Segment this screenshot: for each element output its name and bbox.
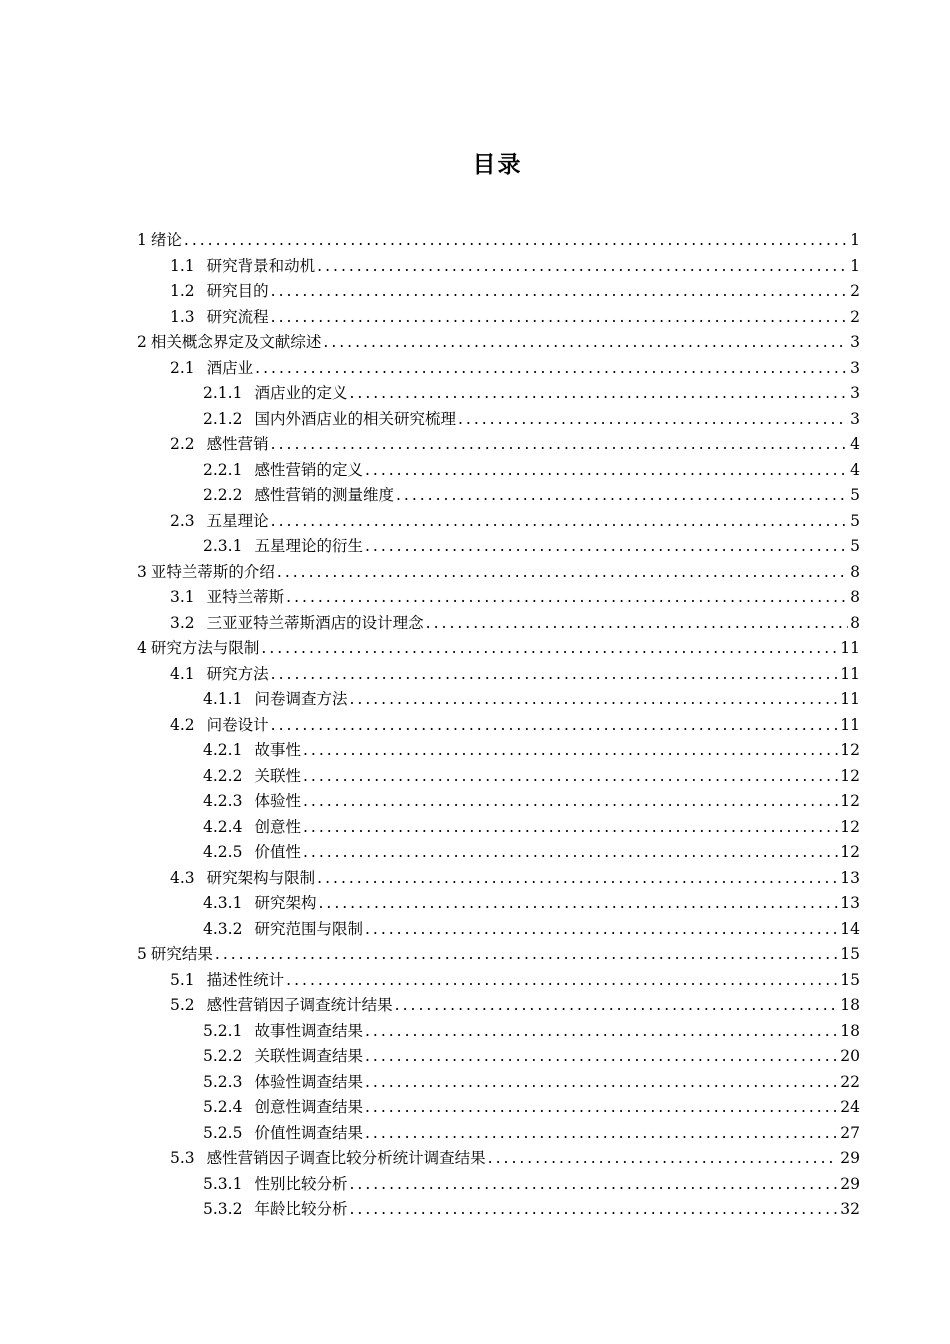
toc-page-number: 8 bbox=[850, 613, 860, 632]
toc-entry[interactable] bbox=[137, 356, 860, 382]
toc-entry[interactable] bbox=[137, 993, 860, 1019]
toc-dot-leader bbox=[303, 741, 838, 759]
toc-entry[interactable] bbox=[137, 1095, 860, 1121]
toc-page-number: 22 bbox=[840, 1072, 860, 1091]
toc-entry[interactable] bbox=[137, 840, 860, 866]
toc-entry-number: 2.3.1 bbox=[203, 537, 243, 555]
toc-entry-number: 2.2.2 bbox=[203, 486, 243, 504]
toc-entry-number: 1.1 bbox=[170, 256, 195, 275]
toc-entry[interactable] bbox=[137, 1121, 860, 1147]
toc-page-number: 12 bbox=[840, 792, 860, 810]
toc-dot-leader bbox=[271, 282, 848, 300]
toc-entry-number: 5.2.4 bbox=[203, 1098, 243, 1116]
toc-entry[interactable] bbox=[137, 866, 860, 892]
toc-page-number: 8 bbox=[850, 588, 860, 606]
toc-entry-number: 4.2 bbox=[170, 715, 195, 734]
toc-dot-leader bbox=[271, 512, 848, 530]
toc-page-number: 11 bbox=[840, 715, 860, 734]
toc-entry-number: 2.2.1 bbox=[203, 460, 243, 479]
toc-dot-leader bbox=[426, 614, 848, 632]
toc-entry-title: 感性营销因子调查统计结果 bbox=[206, 996, 393, 1014]
toc-entry[interactable] bbox=[137, 228, 860, 254]
toc-entry[interactable] bbox=[137, 636, 860, 662]
toc-entry-number: 4.2.5 bbox=[203, 843, 243, 861]
toc-entry-title: 故事性 bbox=[254, 741, 301, 759]
toc-entry[interactable] bbox=[137, 917, 860, 943]
toc-entry-number: 4.2.2 bbox=[203, 766, 243, 785]
toc-entry-label bbox=[170, 993, 393, 1015]
toc-entry-number: 2.1 bbox=[170, 358, 195, 377]
toc-entry-label bbox=[170, 254, 315, 276]
toc-entry[interactable] bbox=[137, 611, 860, 637]
toc-entry-title: 关联性调查结果 bbox=[254, 1047, 363, 1065]
toc-entry-label bbox=[203, 1172, 347, 1194]
toc-entry[interactable] bbox=[137, 381, 860, 407]
toc-entry[interactable] bbox=[137, 305, 860, 331]
toc-entry-title: 研究背景和动机 bbox=[206, 256, 316, 275]
toc-entry-title: 国内外酒店业的相关研究梳理 bbox=[254, 409, 456, 428]
toc-page-number: 4 bbox=[850, 435, 860, 453]
table-of-contents bbox=[137, 228, 860, 1223]
toc-entry-label bbox=[170, 662, 269, 684]
toc-entry-label bbox=[203, 458, 363, 480]
toc-entry[interactable] bbox=[137, 432, 860, 458]
toc-entry-label bbox=[170, 509, 269, 531]
toc-entry-title: 相关概念界定及文献综述 bbox=[150, 333, 322, 351]
toc-page-number: 5 bbox=[850, 511, 860, 530]
toc-entry-title: 研究方法与限制 bbox=[150, 639, 260, 657]
toc-entry-label bbox=[203, 1044, 363, 1066]
toc-entry-number: 2.1.2 bbox=[203, 409, 243, 428]
toc-entry-label bbox=[170, 866, 315, 888]
toc-page-number: 29 bbox=[840, 1174, 860, 1193]
toc-page-number: 5 bbox=[850, 486, 860, 504]
toc-entry-number: 5.3 bbox=[170, 1149, 195, 1167]
toc-entry[interactable] bbox=[137, 509, 860, 535]
toc-entry[interactable] bbox=[137, 662, 860, 688]
toc-entry-number: 2 bbox=[137, 333, 147, 351]
toc-page-number: 8 bbox=[850, 562, 860, 581]
toc-page-number: 11 bbox=[840, 664, 860, 683]
toc-dot-leader bbox=[271, 435, 848, 453]
toc-page-number: 12 bbox=[840, 766, 860, 785]
toc-entry[interactable] bbox=[137, 458, 860, 484]
toc-dot-leader bbox=[317, 869, 838, 887]
toc-entry-number: 1.3 bbox=[170, 307, 195, 326]
toc-dot-leader bbox=[303, 767, 838, 785]
toc-entry-number: 3 bbox=[137, 562, 147, 581]
toc-entry-label bbox=[137, 560, 275, 582]
toc-entry-number: 4.3.1 bbox=[203, 894, 243, 912]
toc-page-number: 3 bbox=[850, 358, 860, 377]
toc-page-number: 2 bbox=[850, 307, 860, 326]
toc-page-number: 2 bbox=[850, 282, 860, 300]
toc-entry[interactable] bbox=[137, 1197, 860, 1223]
toc-entry-number: 4.2.1 bbox=[203, 741, 243, 759]
toc-entry-title: 感性营销 bbox=[206, 435, 269, 453]
toc-entry-label bbox=[137, 228, 182, 250]
toc-entry-number: 4 bbox=[137, 639, 147, 657]
toc-entry-label bbox=[203, 789, 301, 811]
toc-page-number: 1 bbox=[850, 231, 860, 249]
toc-entry-title: 酒店业的定义 bbox=[254, 384, 348, 402]
toc-page-number: 15 bbox=[840, 945, 860, 963]
toc-entry[interactable] bbox=[137, 942, 860, 968]
toc-page-number: 3 bbox=[850, 333, 860, 351]
toc-entry-number: 4.3.2 bbox=[203, 919, 243, 938]
toc-entry-label bbox=[203, 687, 347, 709]
toc-entry-label bbox=[170, 305, 269, 327]
toc-page-number: 12 bbox=[840, 817, 860, 836]
toc-entry-number: 5.2.3 bbox=[203, 1072, 243, 1091]
toc-page-number: 12 bbox=[840, 741, 860, 759]
toc-entry-label bbox=[137, 636, 259, 658]
toc-dot-leader bbox=[215, 945, 838, 963]
toc-entry-title: 体验性调查结果 bbox=[254, 1072, 363, 1091]
toc-page-number: 29 bbox=[840, 1149, 860, 1167]
toc-entry-title: 性别比较分析 bbox=[254, 1174, 348, 1193]
toc-dot-leader bbox=[261, 639, 838, 657]
toc-entry-label bbox=[170, 611, 424, 633]
toc-entry-title: 研究目的 bbox=[206, 282, 269, 300]
toc-entry-title: 创意性调查结果 bbox=[254, 1098, 363, 1116]
toc-entry[interactable] bbox=[137, 560, 860, 586]
toc-dot-leader bbox=[255, 359, 848, 377]
toc-dot-leader bbox=[318, 894, 838, 912]
toc-entry-number: 5.3.2 bbox=[203, 1200, 243, 1218]
toc-dot-leader bbox=[488, 1149, 839, 1167]
toc-entry[interactable] bbox=[137, 483, 860, 509]
toc-entry-label bbox=[203, 1121, 363, 1143]
toc-entry-label bbox=[203, 891, 316, 913]
toc-entry-number: 5.3.1 bbox=[203, 1174, 243, 1193]
toc-entry-title: 研究流程 bbox=[206, 307, 269, 326]
toc-dot-leader bbox=[365, 461, 848, 479]
toc-entry-label bbox=[170, 356, 253, 378]
toc-entry-title: 研究范围与限制 bbox=[254, 919, 363, 938]
toc-entry[interactable] bbox=[137, 585, 860, 611]
toc-entry-title: 体验性 bbox=[254, 792, 301, 810]
toc-entry-number: 4.2.4 bbox=[203, 817, 243, 836]
toc-dot-leader bbox=[323, 333, 848, 351]
toc-entry[interactable] bbox=[137, 789, 860, 815]
toc-entry-title: 研究结果 bbox=[150, 945, 213, 963]
toc-dot-leader bbox=[303, 792, 838, 810]
toc-page-number: 18 bbox=[840, 1021, 860, 1040]
toc-entry-label bbox=[203, 815, 301, 837]
toc-page-number: 3 bbox=[850, 384, 860, 402]
toc-entry[interactable] bbox=[137, 1146, 860, 1172]
toc-entry-title: 五星理论 bbox=[206, 511, 269, 530]
toc-dot-leader bbox=[184, 231, 848, 249]
toc-page-number: 3 bbox=[850, 409, 860, 428]
toc-dot-leader bbox=[349, 1200, 838, 1218]
toc-entry-label bbox=[170, 713, 269, 735]
toc-entry-label bbox=[170, 279, 269, 301]
toc-dot-leader bbox=[365, 537, 848, 555]
toc-page-number: 27 bbox=[840, 1123, 860, 1142]
toc-entry-title: 问卷设计 bbox=[206, 715, 269, 734]
toc-entry-number: 2.3 bbox=[170, 511, 195, 530]
toc-entry-number: 5.2 bbox=[170, 996, 195, 1014]
toc-entry[interactable] bbox=[137, 815, 860, 841]
toc-page-number: 18 bbox=[840, 996, 860, 1014]
toc-entry-label bbox=[203, 738, 301, 760]
toc-page-number: 1 bbox=[850, 256, 860, 275]
toc-entry-number: 3.1 bbox=[170, 588, 195, 606]
toc-entry[interactable] bbox=[137, 330, 860, 356]
toc-entry[interactable] bbox=[137, 254, 860, 280]
toc-entry-title: 五星理论的衍生 bbox=[254, 537, 363, 555]
toc-dot-leader bbox=[271, 308, 848, 326]
toc-entry[interactable] bbox=[137, 713, 860, 739]
toc-page-number: 14 bbox=[840, 919, 860, 938]
toc-entry[interactable] bbox=[137, 279, 860, 305]
toc-entry[interactable] bbox=[137, 534, 860, 560]
toc-page-number: 13 bbox=[840, 894, 860, 912]
toc-entry[interactable] bbox=[137, 1172, 860, 1198]
toc-page-number: 24 bbox=[840, 1098, 860, 1116]
toc-dot-leader bbox=[395, 996, 839, 1014]
toc-entry-title: 问卷调查方法 bbox=[254, 690, 348, 708]
toc-entry-title: 亚特兰蒂斯的介绍 bbox=[150, 562, 275, 581]
toc-entry-label bbox=[203, 1197, 347, 1219]
toc-dot-leader bbox=[396, 486, 848, 504]
toc-entry[interactable] bbox=[137, 764, 860, 790]
toc-entry-label bbox=[203, 917, 363, 939]
toc-dot-leader bbox=[271, 665, 839, 683]
toc-entry-title: 关联性 bbox=[254, 766, 301, 785]
toc-entry-number: 1.2 bbox=[170, 282, 195, 300]
toc-entry[interactable] bbox=[137, 1044, 860, 1070]
toc-entry-title: 感性营销的定义 bbox=[254, 460, 363, 479]
toc-dot-leader bbox=[303, 818, 838, 836]
toc-dot-leader bbox=[365, 920, 838, 938]
toc-entry-title: 亚特兰蒂斯 bbox=[206, 588, 285, 606]
toc-entry[interactable] bbox=[137, 1070, 860, 1096]
toc-entry-label bbox=[203, 1019, 363, 1041]
toc-entry-label bbox=[137, 330, 321, 352]
toc-entry-label bbox=[203, 764, 301, 786]
toc-entry-title: 描述性统计 bbox=[206, 970, 285, 989]
toc-dot-leader bbox=[286, 971, 838, 989]
toc-dot-leader bbox=[317, 257, 848, 275]
toc-entry-number: 5 bbox=[137, 945, 147, 963]
toc-entry-number: 2.1.1 bbox=[203, 384, 243, 402]
toc-entry-number: 4.1 bbox=[170, 664, 195, 683]
toc-entry-number: 5.2.1 bbox=[203, 1021, 243, 1040]
toc-dot-leader bbox=[365, 1047, 838, 1065]
toc-entry-number: 2.2 bbox=[170, 435, 195, 453]
toc-entry-label bbox=[203, 840, 301, 862]
toc-dot-leader bbox=[349, 1175, 838, 1193]
toc-dot-leader bbox=[271, 716, 839, 734]
toc-entry-title: 感性营销因子调查比较分析统计调查结果 bbox=[206, 1149, 486, 1167]
toc-dot-leader bbox=[365, 1098, 838, 1116]
toc-entry-label bbox=[203, 381, 347, 403]
toc-dot-leader bbox=[277, 563, 848, 581]
toc-dot-leader bbox=[286, 588, 848, 606]
toc-entry[interactable] bbox=[137, 407, 860, 433]
toc-entry-label bbox=[203, 407, 456, 429]
toc-entry-number: 5.2.5 bbox=[203, 1123, 243, 1142]
toc-entry-label bbox=[170, 1146, 486, 1168]
toc-entry-number: 5.2.2 bbox=[203, 1047, 243, 1065]
toc-entry-number: 3.2 bbox=[170, 613, 195, 632]
toc-entry-number: 4.1.1 bbox=[203, 690, 243, 708]
toc-entry-label bbox=[203, 1070, 363, 1092]
toc-page-number: 20 bbox=[840, 1047, 860, 1065]
toc-page-number: 5 bbox=[850, 537, 860, 555]
toc-page-number: 11 bbox=[840, 639, 860, 657]
page-title: 目录 bbox=[472, 152, 523, 178]
toc-entry-number: 5.1 bbox=[170, 970, 195, 989]
toc-dot-leader bbox=[365, 1124, 838, 1142]
toc-dot-leader bbox=[365, 1022, 838, 1040]
toc-entry[interactable] bbox=[137, 891, 860, 917]
toc-page-number: 13 bbox=[840, 868, 860, 887]
toc-page-number: 11 bbox=[840, 690, 860, 708]
toc-entry-label bbox=[137, 942, 213, 964]
toc-entry[interactable] bbox=[137, 1019, 860, 1045]
toc-entry-title: 研究架构 bbox=[254, 894, 317, 912]
toc-dot-leader bbox=[349, 690, 838, 708]
toc-page-number: 12 bbox=[840, 843, 860, 861]
toc-entry-number: 1 bbox=[137, 231, 147, 249]
toc-entry-title: 研究架构与限制 bbox=[206, 868, 316, 887]
toc-entry-title: 故事性调查结果 bbox=[254, 1021, 363, 1040]
toc-entry-number: 4.2.3 bbox=[203, 792, 243, 810]
toc-entry-label bbox=[170, 968, 284, 990]
toc-entry[interactable] bbox=[137, 687, 860, 713]
toc-dot-leader bbox=[458, 410, 848, 428]
toc-entry-title: 创意性 bbox=[254, 817, 301, 836]
toc-entry-title: 三亚亚特兰蒂斯酒店的设计理念 bbox=[206, 613, 424, 632]
toc-dot-leader bbox=[365, 1073, 838, 1091]
toc-entry-label bbox=[170, 585, 284, 607]
toc-entry-title: 年龄比较分析 bbox=[254, 1200, 348, 1218]
toc-entry-number: 4.3 bbox=[170, 868, 195, 887]
toc-entry-title: 研究方法 bbox=[206, 664, 269, 683]
toc-entry-label bbox=[170, 432, 269, 454]
toc-entry-title: 价值性调查结果 bbox=[254, 1123, 363, 1142]
toc-entry-label bbox=[203, 534, 363, 556]
toc-page-number: 32 bbox=[840, 1200, 860, 1218]
toc-entry[interactable] bbox=[137, 968, 860, 994]
toc-entry-title: 价值性 bbox=[254, 843, 301, 861]
toc-entry-title: 酒店业 bbox=[206, 358, 254, 377]
toc-dot-leader bbox=[303, 843, 838, 861]
toc-entry[interactable] bbox=[137, 738, 860, 764]
toc-page-number: 4 bbox=[850, 460, 860, 479]
toc-page-number: 15 bbox=[840, 970, 860, 989]
toc-entry-title: 绪论 bbox=[150, 231, 182, 249]
toc-entry-label bbox=[203, 1095, 363, 1117]
toc-entry-label bbox=[203, 483, 394, 505]
toc-dot-leader bbox=[349, 384, 848, 402]
toc-entry-title: 感性营销的测量维度 bbox=[254, 486, 394, 504]
